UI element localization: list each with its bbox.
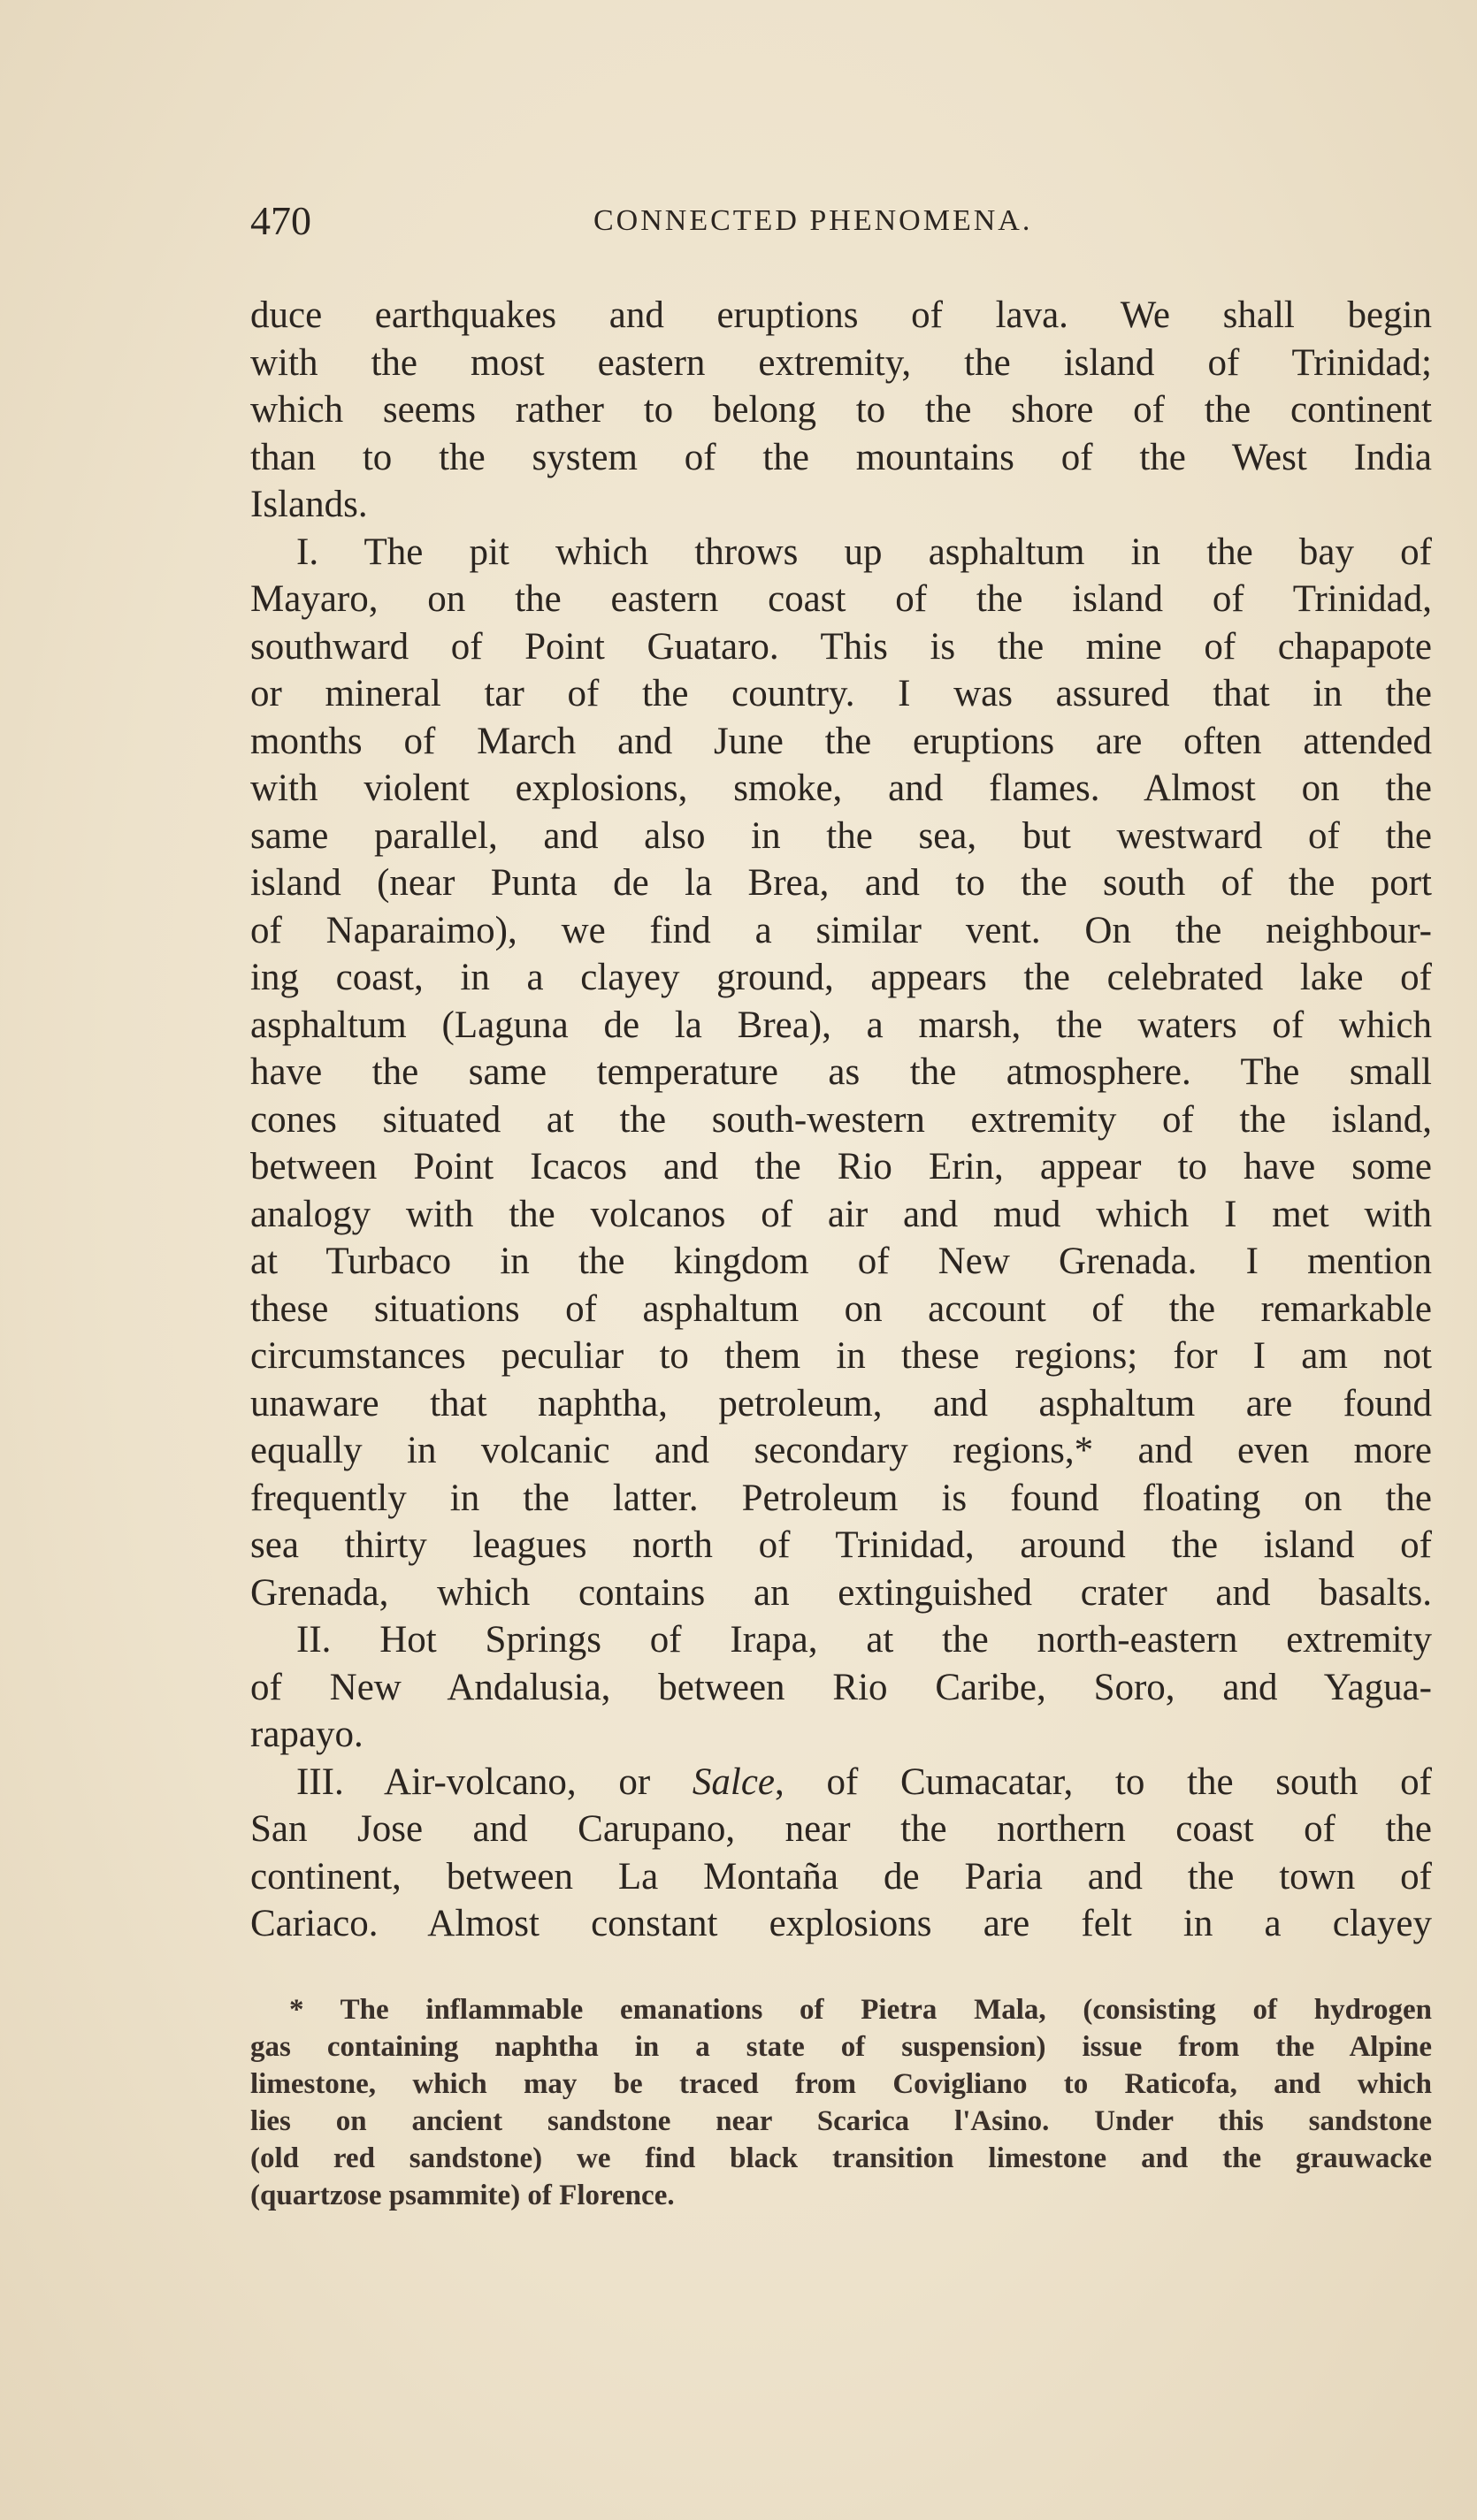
text-line: with the most eastern extremity, the island of Trinidad; (250, 341, 1432, 384)
page-header (250, 196, 1432, 246)
text-line: Mayaro, on the eastern coast of the island of Trinidad, (250, 578, 1432, 620)
text-line: cones situated at the south-western extremity of the island, (250, 1098, 1432, 1141)
text-line: or mineral tar of the country. I was assured that in the (250, 673, 1432, 714)
text-line: Cariaco. Almost constant explosions are felt in a clayey (250, 1903, 1432, 1944)
text-line: asphaltum (Laguna de la Brea), a marsh, the waters of which (250, 1004, 1432, 1046)
text-line: with violent explosions, smoke, and flames. Almost on the (250, 767, 1432, 809)
text-line: of New Andalusia, between Rio Caribe, Soro, and Yagua- (250, 1666, 1432, 1708)
text-line: than to the system of the mountains of the West India (250, 436, 1432, 478)
text-line: of Naparaimo), we find a similar vent. On the neighbour- (250, 909, 1432, 951)
page-number: 470 (250, 198, 311, 243)
text-line: these situations of asphaltum on account of the remarkable (250, 1287, 1432, 1330)
text-line: months of March and June the eruptions are often attended (250, 720, 1432, 762)
footnote (250, 1991, 1432, 2214)
footnote-line: gas containing naphtha in a state of suspension) issue from the Alpine (250, 2031, 1432, 2063)
footnote-line: limestone, which may be traced from Covigliano to Raticofa, and which (250, 2068, 1432, 2100)
footnote-line: * The inflammable emanations of Pietra Mala, (consisting of hydrogen (289, 1994, 1432, 2026)
text-line: circumstances peculiar to them in these regions; for I am not (250, 1335, 1432, 1377)
text-line: duce earthquakes and eruptions of lava. We shall begin (250, 294, 1432, 336)
running-title: CONNECTED PHENOMENA. (593, 204, 1033, 237)
text-line: southward of Point Guataro. This is the mine of chapapote (250, 625, 1432, 668)
text-line: at Turbaco in the kingdom of New Grenada. I mention (250, 1241, 1432, 1282)
text-line: between Point Icacos and the Rio Erin, appear to have some (250, 1146, 1432, 1187)
italic-term: Salce (692, 1760, 776, 1803)
footnote-line: lies on ancient sandstone near Scarica l'Asino. Under this sandstone (250, 2105, 1432, 2137)
footnote-line: (old red sandstone) we find black transition limestone and the grauwacke (250, 2142, 1432, 2174)
text-line: same parallel, and also in the sea, but westward of the (250, 814, 1432, 857)
text-line: Islands. (250, 484, 368, 525)
text-line: have the same temperature as the atmosphere. The small (250, 1051, 1432, 1093)
text-line: which seems rather to belong to the shore of the continent (250, 389, 1432, 431)
text-line: unaware that naphtha, petroleum, and asphaltum are found (250, 1382, 1432, 1424)
text-line: San Jose and Carupano, near the northern coast of the (250, 1808, 1432, 1850)
text-line: rapayo. (250, 1714, 364, 1755)
text-segment: III. Air-volcano, or (296, 1760, 693, 1803)
text-segment: , of Cumacatar, to the south of (775, 1760, 1432, 1803)
text-line (250, 1759, 1432, 1806)
text-line: island (near Punta de la Brea, and to the south of the port (250, 862, 1432, 904)
text-line: II. Hot Springs of Irapa, at the north-eastern extremity (296, 1619, 1432, 1661)
footnote-line: (quartzose psammite) of Florence. (250, 2180, 675, 2211)
text-line: ing coast, in a clayey ground, appears the celebrated lake of (250, 957, 1432, 998)
text-line: continent, between La Montaña de Paria and the town of (250, 1855, 1432, 1898)
text-line: analogy with the volcanos of air and mud which I met with (250, 1193, 1432, 1235)
text-line: I. The pit which throws up asphaltum in the bay of (296, 531, 1432, 573)
body-text (250, 292, 1432, 1948)
text-line: frequently in the latter. Petroleum is found floating on the (250, 1477, 1432, 1519)
text-line: sea thirty leagues north of Trinidad, around the island of (250, 1524, 1432, 1566)
text-line: Grenada, which contains an extinguished crater and basalts. (250, 1571, 1432, 1614)
text-line: equally in volcanic and secondary regions,* and even more (250, 1430, 1432, 1471)
